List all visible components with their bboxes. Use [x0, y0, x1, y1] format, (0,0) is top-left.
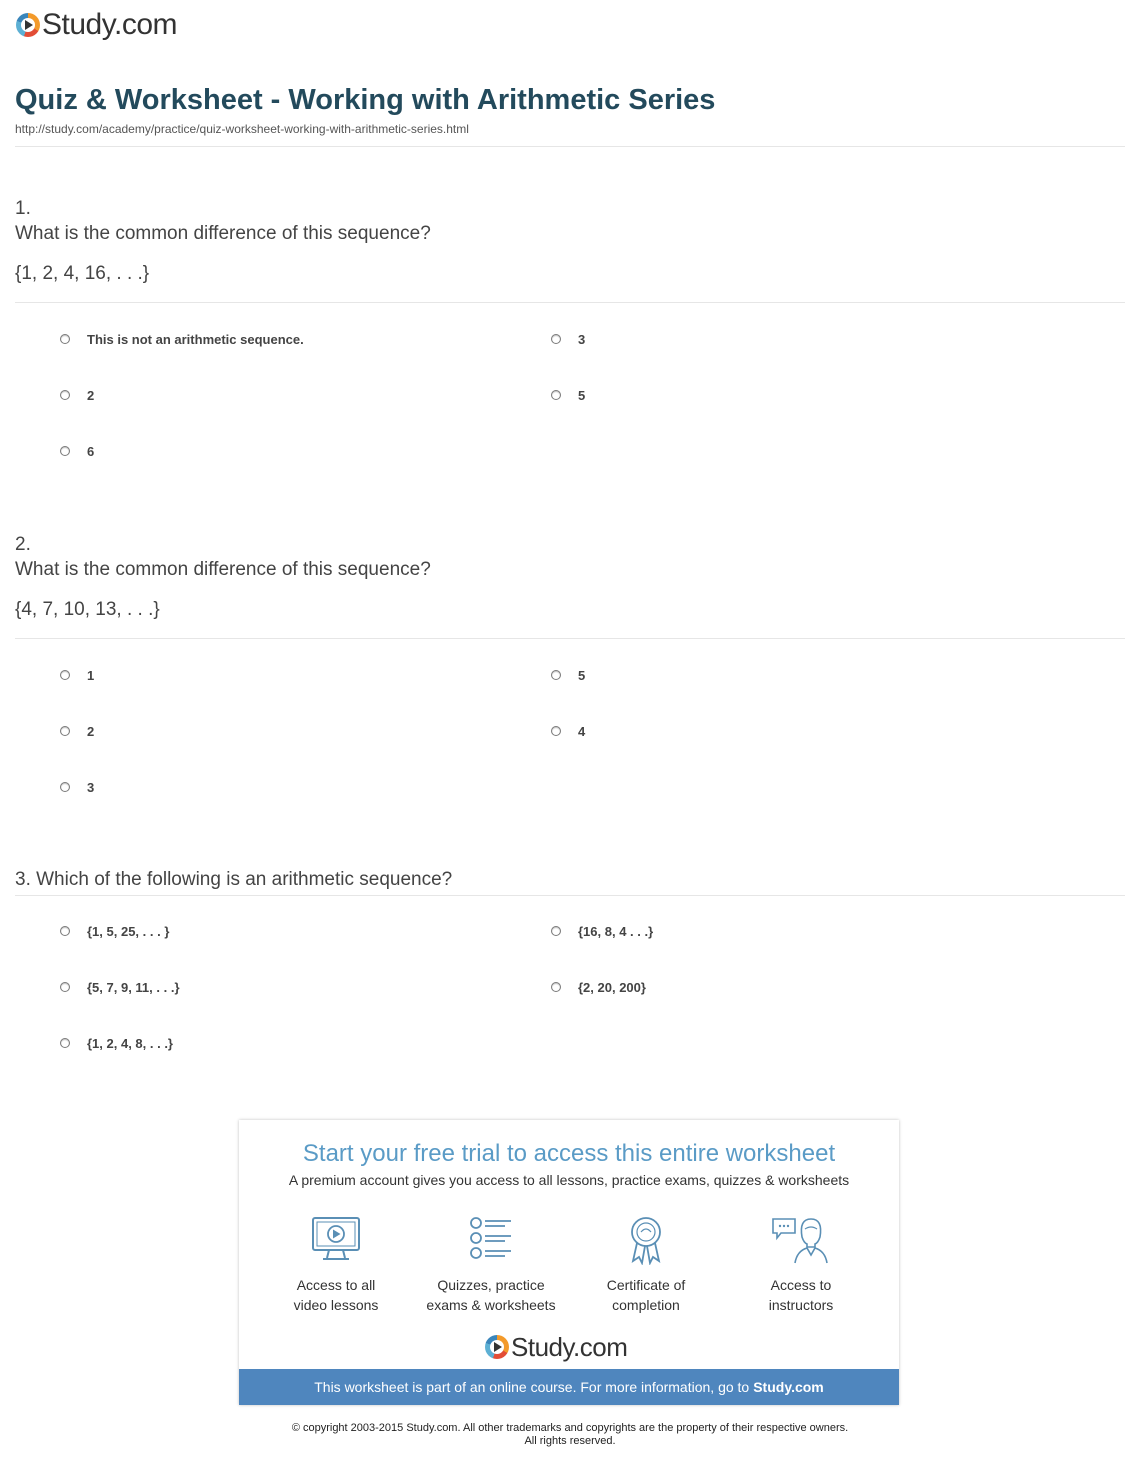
study-logo-play-icon	[485, 1335, 509, 1359]
video-lesson-icon	[310, 1215, 362, 1265]
radio-button[interactable]	[60, 334, 70, 344]
study-logo-text: Study.com	[42, 8, 177, 41]
option-label: 2	[87, 387, 95, 403]
divider	[15, 895, 1125, 896]
q3-option-d[interactable]	[551, 977, 646, 997]
free-trial-promo	[239, 1120, 899, 1405]
option-label: 2	[87, 723, 95, 739]
page-url: http://study.com/academy/practice/quiz-worksheet-working-with-arithmetic-series.html	[15, 122, 469, 136]
q2-option-d[interactable]	[551, 721, 585, 741]
radio-button[interactable]	[60, 670, 70, 680]
copyright	[0, 1422, 1140, 1448]
feature-label-line: Access to	[770, 1277, 832, 1293]
radio-button[interactable]	[60, 1038, 70, 1048]
feature-label-line: Quizzes, practice	[437, 1277, 545, 1293]
feature-label-line: Certificate of	[606, 1277, 686, 1293]
radio-button[interactable]	[551, 390, 561, 400]
q1-option-b[interactable]	[551, 329, 585, 349]
option-label: {2, 20, 200}	[578, 979, 646, 995]
radio-button[interactable]	[60, 926, 70, 936]
question-3-text: 3. Which of the following is an arithmetic sequence?	[15, 869, 453, 890]
radio-button[interactable]	[551, 982, 561, 992]
copyright-line: © copyright 2003-2015 Study.com. All other trademarks and copyrights are the property of their respective owners.	[291, 1422, 849, 1434]
option-label: 4	[578, 723, 586, 739]
option-label: {1, 2, 4, 8, . . .}	[87, 1035, 173, 1051]
certificate-ribbon-icon	[620, 1215, 672, 1265]
q2-option-e[interactable]	[60, 777, 94, 797]
radio-button[interactable]	[551, 726, 561, 736]
divider	[15, 146, 1125, 147]
question-1-sequence: {1, 2, 4, 16, . . .}	[15, 263, 150, 284]
question-2-sequence: {4, 7, 10, 13, . . .}	[15, 599, 160, 620]
course-info-bar[interactable]	[239, 1369, 899, 1405]
q2-option-b[interactable]	[551, 665, 585, 685]
option-label: 6	[87, 443, 95, 459]
option-label: 1	[87, 667, 95, 683]
feature-certificate	[571, 1215, 721, 1315]
checklist-icon	[465, 1215, 517, 1265]
q3-option-b[interactable]	[551, 921, 653, 941]
feature-label-line: video lessons	[293, 1297, 379, 1313]
option-label: {16, 8, 4 . . .}	[578, 923, 654, 939]
instructor-chat-icon	[771, 1215, 831, 1265]
course-info-text: This worksheet is part of an online course. For more information, go to	[314, 1379, 750, 1395]
option-label: 5	[578, 387, 586, 403]
option-label: 3	[87, 779, 95, 795]
feature-label-line: Access to all	[296, 1277, 376, 1293]
feature-instructors	[726, 1215, 876, 1315]
radio-button[interactable]	[551, 670, 561, 680]
q3-option-e[interactable]	[60, 1033, 173, 1053]
feature-quizzes	[416, 1215, 566, 1315]
feature-video-lessons	[261, 1215, 411, 1315]
question-2-text: What is the common difference of this sequence?	[15, 559, 431, 580]
study-com-link[interactable]: Study.com	[753, 1379, 824, 1395]
feature-label-line: exams & worksheets	[426, 1297, 556, 1313]
divider	[15, 638, 1125, 639]
radio-button[interactable]	[551, 334, 561, 344]
radio-button[interactable]	[60, 446, 70, 456]
radio-button[interactable]	[60, 726, 70, 736]
study-logo[interactable]	[16, 10, 177, 40]
question-2-number: 2.	[15, 534, 31, 555]
question-1-text: What is the common difference of this sequence?	[15, 223, 431, 244]
q1-option-d[interactable]	[551, 385, 585, 405]
q1-option-e[interactable]	[60, 441, 94, 461]
option-label: {5, 7, 9, 11, . . .}	[87, 979, 180, 995]
option-label: 3	[578, 331, 586, 347]
study-logo-text: Study.com	[511, 1332, 628, 1362]
promo-subtitle: A premium account gives you access to all lessons, practice exams, quizzes & worksheets	[288, 1172, 850, 1188]
study-logo-play-icon	[16, 13, 40, 37]
option-label: This is not an arithmetic sequence.	[87, 331, 304, 347]
q1-option-c[interactable]	[60, 385, 94, 405]
divider	[15, 302, 1125, 303]
radio-button[interactable]	[551, 926, 561, 936]
page-title: Quiz & Worksheet - Working with Arithmetic Series	[15, 84, 716, 116]
option-label: {1, 5, 25, . . . }	[87, 923, 170, 939]
option-label: 5	[578, 667, 586, 683]
copyright-line: All rights reserved.	[524, 1435, 616, 1447]
radio-button[interactable]	[60, 782, 70, 792]
q2-option-c[interactable]	[60, 721, 94, 741]
promo-title[interactable]: Start your free trial to access this entire worksheet	[302, 1140, 836, 1167]
radio-button[interactable]	[60, 390, 70, 400]
q3-option-a[interactable]	[60, 921, 169, 941]
q2-option-a[interactable]	[60, 665, 94, 685]
feature-label-line: completion	[612, 1297, 680, 1313]
promo-study-logo[interactable]	[485, 1334, 627, 1360]
feature-label-line: instructors	[768, 1297, 834, 1313]
q3-option-c[interactable]	[60, 977, 180, 997]
radio-button[interactable]	[60, 982, 70, 992]
question-1-number: 1.	[15, 198, 31, 219]
q1-option-a[interactable]	[60, 329, 304, 349]
